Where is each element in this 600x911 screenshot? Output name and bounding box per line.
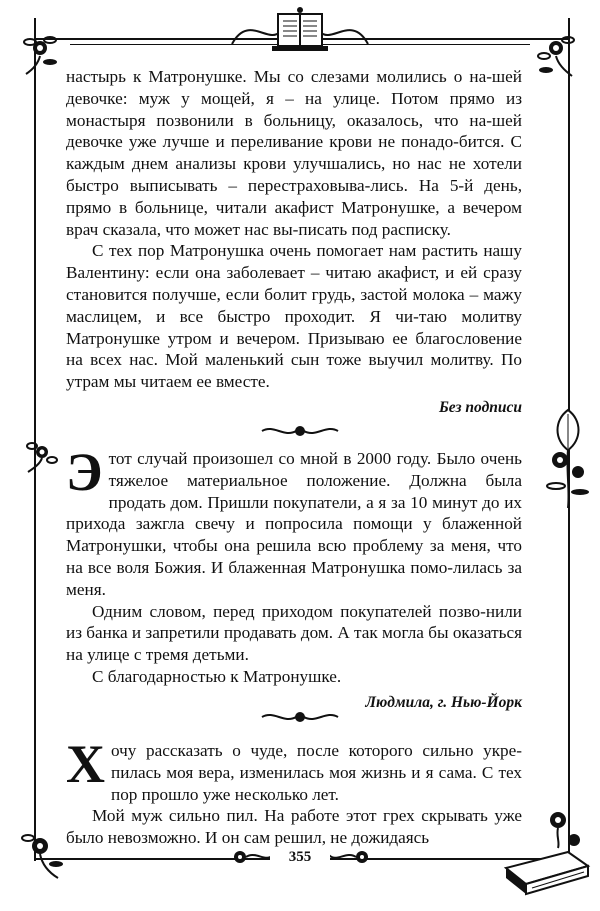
story-2-paragraph-3: С благодарностью к Матронушке.	[92, 666, 342, 686]
story-2-paragraph-1	[66, 442, 522, 601]
floral-bottom-right-of-number-icon	[326, 846, 376, 868]
flower-corner-top-right-icon	[532, 30, 580, 80]
flower-side-left-icon	[22, 436, 62, 476]
story-block-2	[66, 442, 522, 714]
page-number: 355	[270, 849, 330, 866]
story-block-1	[66, 66, 522, 419]
story-3-dropcap: Х	[66, 734, 105, 794]
story-1-paragraph-1: настырь к Матронушке. Мы со слезами молились о на-шей девочке: муж у мощей, я – на улице. Потом прямо из монастыря позвонили в больницу, оказалось, что на-шей девочке уже лучше и переливание крови не понадо-бится. С каждым днем анализы крови улучшались, но нас не хотели быстро выписывать – перестраховыва-лись. На 5-й день, прямо в больнице, читали акафист Матронушке, а вечером врач сказала, что может нас вы-писать под расписку.	[66, 67, 522, 239]
flower-corner-bottom-left-icon	[18, 824, 70, 884]
flower-corner-top-left-icon	[20, 30, 64, 78]
story-1-signature: Без подписи	[438, 398, 522, 416]
section-divider-ornament-icon	[260, 710, 340, 724]
story-2-paragraph-1-text: тот случай произошел со мной в 2000 году. Было очень тяжелое материальное положение. Должна была продать дом. Пришли покупатели, а я за 10 минут до их прихода зажгла свечу и попросила помощи у блаженной Матронушки, чтобы она решила всю проблему за меня, что на все воля Божия. И блаженная Матронушка помо-лилась за меня.	[66, 449, 522, 599]
lily-side-right-icon	[540, 400, 596, 510]
story-2-dropcap: Э	[66, 442, 103, 502]
story-2-signature: Людмила, г. Нью-Йорк	[365, 693, 522, 711]
floral-bottom-left-of-number-icon	[226, 846, 276, 868]
story-3-paragraph-1-text: очу рассказать о чуде, после которого сильно укре-пилась моя вера, изменилась моя жизнь и я сама. С тех пор прошло уже несколько лет.	[111, 741, 522, 804]
story-2-paragraph-2: Одним словом, перед приходом покупателей позво-нили из банка и запретили продавать дом. А так могла бы оказаться на улице с тремя детьми.	[66, 601, 522, 665]
story-3-paragraph-1	[66, 734, 522, 805]
open-book-ornament-icon	[228, 4, 372, 56]
section-divider-ornament-icon	[260, 424, 340, 438]
story-3-paragraph-2: Мой муж сильно пил. На работе этот грех скрывать уже было невозможно. И он сам решил, не дожидаясь	[66, 806, 522, 848]
story-1-paragraph-2: С тех пор Матронушка очень помогает нам растить нашу Валентину: если она заболевает – читаю акафист, и ей сразу становится получше, если болит грудь, застой молока – мажу маслицем, и все быстро проходит. Я чи-таю молитву Матронушке утром и вечером. Призываю ее благословение на всех нас. Мой маленький сын тоже выучил молитву. По утрам мы читаем ее вместе.	[66, 241, 522, 392]
story-block-3	[66, 734, 522, 849]
